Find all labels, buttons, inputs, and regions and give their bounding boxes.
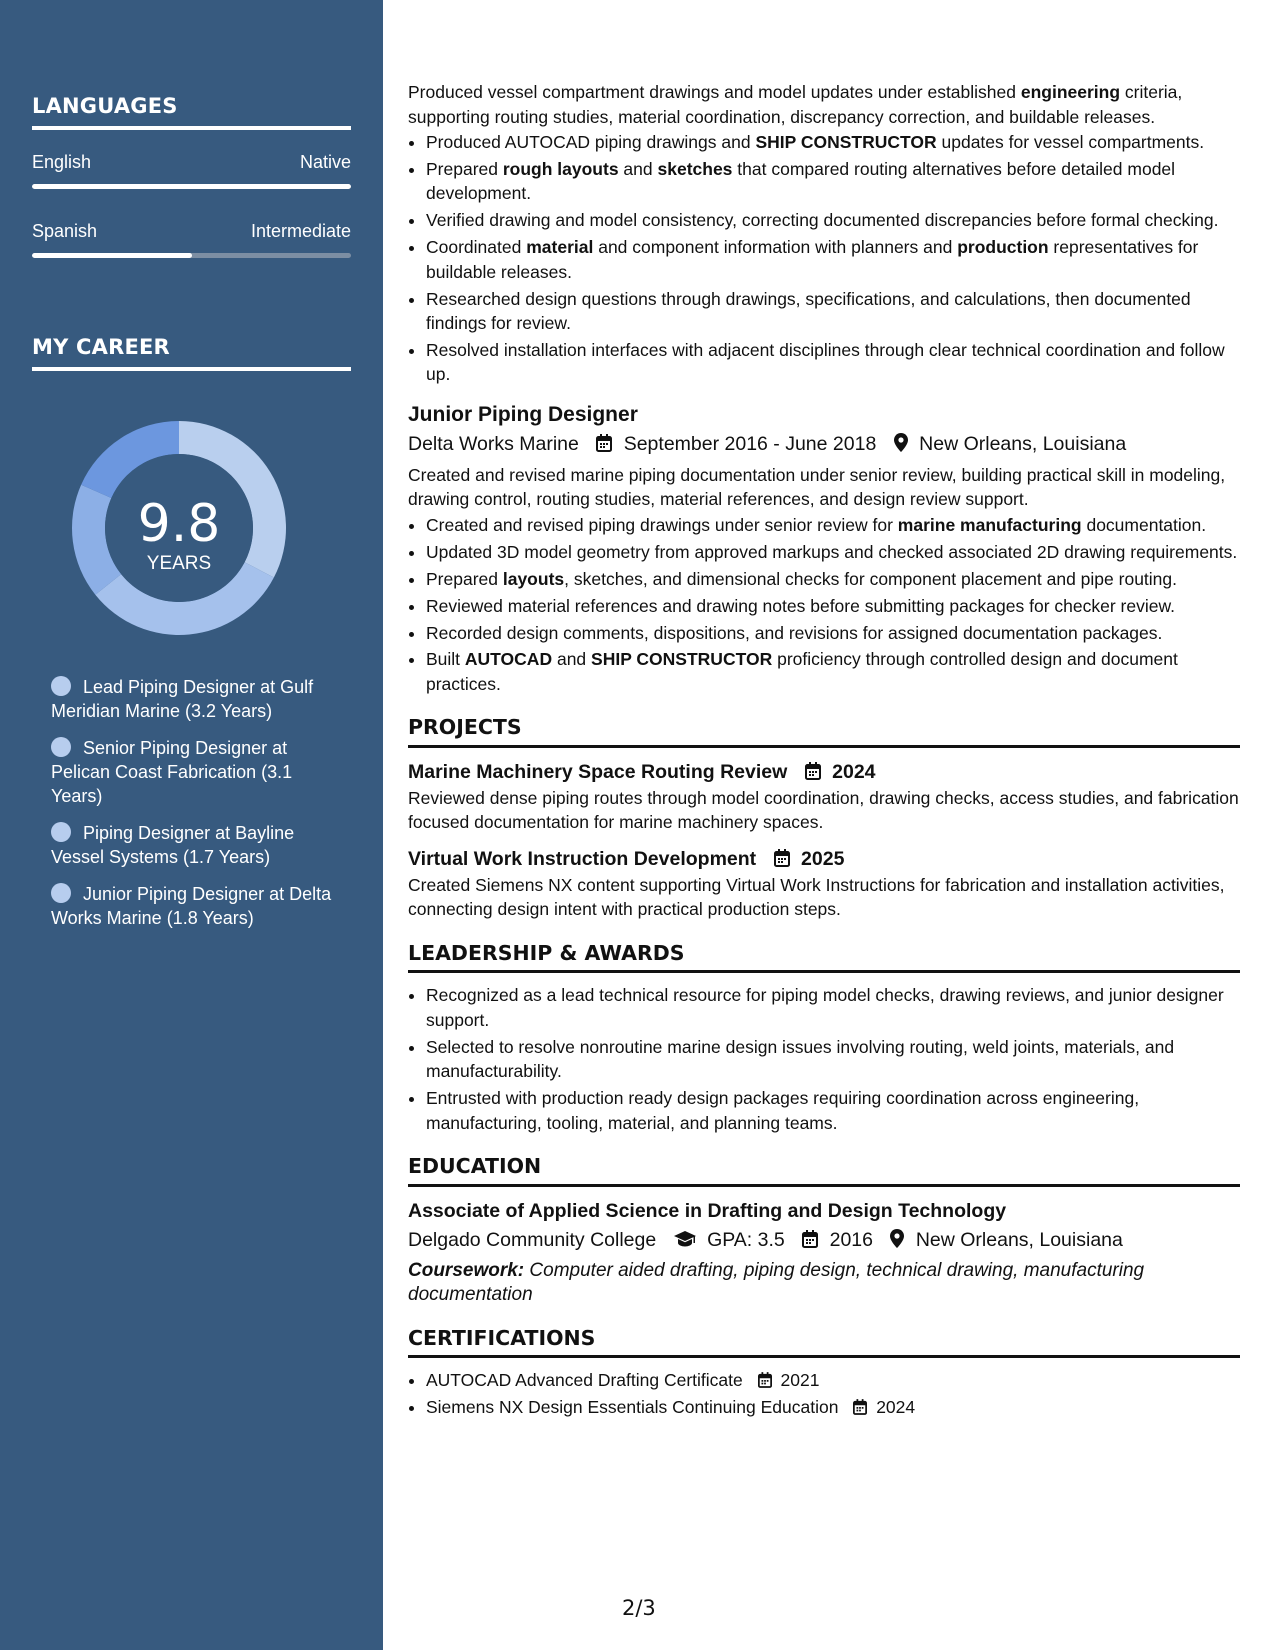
education-heading: EDUCATION	[408, 1154, 1240, 1187]
language-bar-spanish	[32, 253, 351, 258]
certification-name: Siemens NX Design Essentials Continuing Education	[426, 1397, 839, 1418]
language-bar-fill	[32, 184, 351, 189]
main-content	[408, 80, 1240, 1422]
calendar-icon	[774, 849, 790, 867]
languages-heading: LANGUAGES	[32, 94, 351, 130]
language-name: Spanish	[32, 221, 98, 241]
calendar-icon	[596, 434, 612, 452]
bullet-item: • Recorded design comments, dispositions, and revisions for assigned documentation packages.	[426, 621, 1240, 646]
bullet-item: • Produced AUTOCAD piping drawings and SHIP CONSTRUCTOR updates for vessel compartments.	[426, 130, 1240, 155]
job-summary: Created and revised marine piping documentation under senior review, building practical skill in modeling, drawing control, routing studies, material references, and design review support.	[408, 464, 1226, 510]
certification-year: 2021	[780, 1370, 820, 1391]
certification-item	[426, 1395, 1240, 1420]
page-number: 2/3	[622, 1596, 656, 1620]
language-name: English	[32, 152, 92, 172]
leadership-heading: LEADERSHIP & AWARDS	[408, 941, 1240, 974]
language-level: Intermediate	[250, 221, 351, 241]
career-heading: MY CAREER	[32, 335, 351, 371]
language-row-spanish	[32, 221, 351, 242]
bullet-dot-icon	[51, 822, 71, 842]
calendar-icon	[802, 1230, 818, 1248]
sidebar	[0, 0, 383, 1650]
leadership-list	[408, 983, 1240, 1135]
bullet-item: • Coordinated material and component information with planners and production representatives for buildable releases.	[426, 235, 1240, 284]
bullet-dot-icon	[51, 676, 71, 696]
career-total-years: 9.8	[137, 494, 221, 554]
prev-job-summary: Produced vessel compartment drawings and model updates under established engineering criteria, supporting routing studies, material coordination, discrepancy correction, and buildable releases.	[408, 82, 1183, 127]
bullet-item: • Prepared rough layouts and sketches that compared routing alternatives before detailed model development.	[426, 157, 1240, 206]
prev-job-bullets	[408, 130, 1240, 387]
career-item-label: Lead Piping Designer at Gulf Meridian Marine (3.2 Years)	[51, 677, 314, 721]
job-title: Junior Piping Designer	[408, 402, 638, 426]
job-dates: September 2016 - June 2018	[623, 432, 877, 455]
language-bar-fill	[32, 253, 192, 258]
certification-year: 2024	[876, 1397, 916, 1418]
calendar-icon	[853, 1399, 867, 1415]
bullet-item: • Built AUTOCAD and SHIP CONSTRUCTOR proficiency through controlled design and document practices.	[426, 647, 1240, 696]
career-list	[51, 675, 341, 943]
coursework-text: Computer aided drafting, piping design, technical drawing, manufacturing documentation	[408, 1259, 1145, 1305]
calendar-icon	[758, 1372, 772, 1388]
language-level: Native	[299, 152, 351, 172]
certifications-list	[408, 1368, 1240, 1419]
project-year: 2024	[832, 760, 876, 783]
career-item	[51, 882, 341, 930]
project-title-row	[408, 758, 1240, 786]
career-years-label: YEARS	[146, 553, 212, 574]
education-location: New Orleans, Louisiana	[915, 1228, 1123, 1251]
company-name: Delta Works Marine	[408, 432, 579, 455]
job-meta	[408, 429, 1240, 459]
bullet-item: • Updated 3D model geometry from approved markups and checked associated 2D drawing requirements.	[426, 540, 1240, 565]
degree-title: Associate of Applied Science in Drafting and Design Technology	[408, 1199, 1007, 1222]
project-description: Reviewed dense piping routes through model coordination, drawing checks, access studies, and fabrication focused documentation for marine machinery spaces.	[408, 787, 1239, 833]
bullet-dot-icon	[51, 737, 71, 757]
location-pin-icon	[890, 1229, 904, 1248]
education-gpa: GPA: 3.5	[707, 1228, 785, 1251]
language-bar-english	[32, 184, 351, 189]
project-title: Virtual Work Instruction Development	[408, 847, 757, 870]
bullet-item: • Selected to resolve nonroutine marine design issues involving routing, weld joints, materials, and manufacturability.	[426, 1035, 1240, 1084]
project-title-row	[408, 845, 1240, 873]
education-year: 2016	[829, 1228, 873, 1251]
coursework	[408, 1259, 1240, 1307]
graduation-cap-icon	[674, 1231, 696, 1248]
bullet-item: • Created and revised piping drawings under senior review for marine manufacturing documentation.	[426, 513, 1240, 538]
career-item-label: Piping Designer at Bayline Vessel Systems (1.7 Years)	[51, 823, 295, 867]
career-item-label: Junior Piping Designer at Delta Works Marine (1.8 Years)	[51, 884, 332, 928]
bullet-dot-icon	[51, 883, 71, 903]
project-year: 2025	[801, 847, 845, 870]
location-pin-icon	[894, 433, 908, 452]
school-name: Delgado Community College	[408, 1228, 657, 1251]
projects-heading: PROJECTS	[408, 715, 1240, 748]
bullet-item: • Recognized as a lead technical resource for piping model checks, drawing reviews, and junior designer support.	[426, 983, 1240, 1032]
career-item	[51, 675, 341, 723]
calendar-icon	[805, 762, 821, 780]
certification-item	[426, 1368, 1240, 1393]
career-donut-chart	[66, 415, 292, 641]
certifications-heading: CERTIFICATIONS	[408, 1326, 1240, 1359]
project-description: Created Siemens NX content supporting Virtual Work Instructions for fabrication and installation activities, connecting design intent with practical production steps.	[408, 874, 1225, 920]
job-location: New Orleans, Louisiana	[919, 432, 1127, 455]
project-title: Marine Machinery Space Routing Review	[408, 760, 788, 783]
career-item	[51, 821, 341, 869]
bullet-item: • Resolved installation interfaces with adjacent disciplines through clear technical coordination and follow up.	[426, 338, 1240, 387]
career-item	[51, 736, 341, 808]
bullet-item: • Entrusted with production ready design packages requiring coordination across engineering, manufacturing, tooling, material, and planning teams.	[426, 1086, 1240, 1135]
junior-job-bullets	[408, 513, 1240, 696]
bullet-item: • Verified drawing and model consistency, correcting documented discrepancies before formal checking.	[426, 208, 1240, 233]
bullet-item: • Researched design questions through drawings, specifications, and calculations, then documented findings for review.	[426, 287, 1240, 336]
language-row-english	[32, 152, 351, 173]
certification-name: AUTOCAD Advanced Drafting Certificate	[426, 1370, 743, 1391]
bullet-item: • Reviewed material references and drawing notes before submitting packages for checker review.	[426, 594, 1240, 619]
coursework-label: Coursework:	[408, 1259, 525, 1281]
bullet-item: • Prepared layouts, sketches, and dimensional checks for component placement and pipe routing.	[426, 567, 1240, 592]
career-item-label: Senior Piping Designer at Pelican Coast Fabrication (3.1 Years)	[51, 738, 293, 806]
education-meta	[408, 1225, 1240, 1255]
